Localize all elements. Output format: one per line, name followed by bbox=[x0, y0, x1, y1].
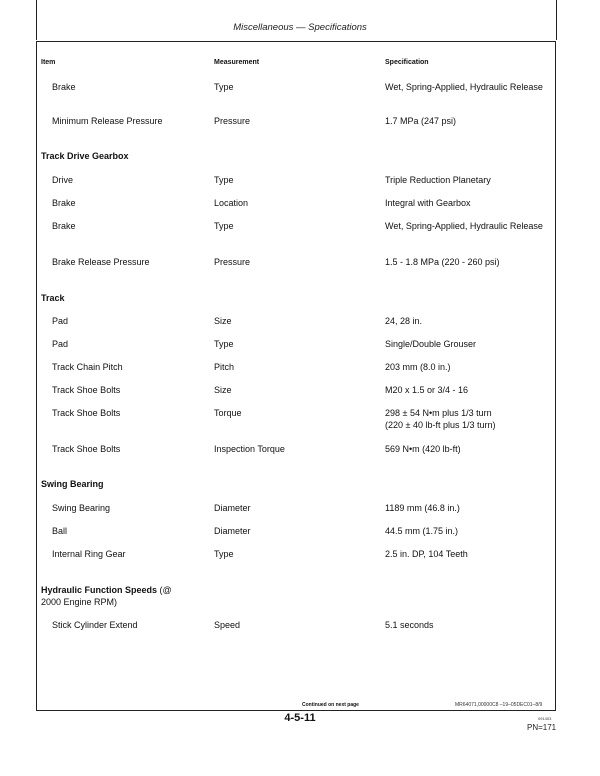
section-heading: Swing Bearing bbox=[41, 479, 104, 489]
spec-table-frame bbox=[36, 41, 556, 711]
row-measurement: Type bbox=[214, 82, 234, 92]
continued-note: Continued on next page bbox=[302, 702, 359, 708]
row-item: Brake Release Pressure bbox=[52, 257, 150, 267]
row-spec bbox=[385, 407, 545, 431]
row-spec: 1.5 - 1.8 MPa (220 - 260 psi) bbox=[385, 257, 500, 267]
row-spec: 2.5 in. DP, 104 Teeth bbox=[385, 549, 468, 559]
row-measurement: Type bbox=[214, 339, 234, 349]
row-item: Internal Ring Gear bbox=[52, 549, 126, 559]
row-spec: 1189 mm (46.8 in.) bbox=[385, 503, 460, 513]
row-item: Track Chain Pitch bbox=[52, 362, 123, 372]
row-measurement: Diameter bbox=[214, 526, 251, 536]
row-measurement: Torque bbox=[214, 408, 242, 418]
row-spec: 569 N•m (420 lb-ft) bbox=[385, 444, 461, 454]
row-measurement: Location bbox=[214, 198, 249, 208]
section-heading-suffix: (@ bbox=[157, 585, 172, 595]
row-spec: Integral with Gearbox bbox=[385, 198, 471, 208]
row-spec: Wet, Spring-Applied, Hydraulic Release bbox=[385, 82, 543, 92]
row-measurement: Diameter bbox=[214, 503, 251, 513]
section-heading-bold: Hydraulic Function Speeds bbox=[41, 585, 158, 595]
small-code: 091403 bbox=[538, 716, 552, 721]
column-header-measurement: Measurement bbox=[214, 59, 260, 66]
row-measurement: Type bbox=[214, 175, 234, 185]
row-item: Brake bbox=[52, 221, 76, 231]
section-heading: Track Drive Gearbox bbox=[41, 151, 129, 161]
right-margin-line bbox=[556, 0, 557, 40]
row-item: Swing Bearing bbox=[52, 503, 111, 513]
row-spec: M20 x 1.5 or 3/4 - 16 bbox=[385, 385, 469, 395]
page-number: 4-5-11 bbox=[284, 712, 316, 724]
row-measurement: Type bbox=[214, 549, 234, 559]
row-measurement: Pressure bbox=[214, 257, 251, 267]
pn-number: PN=171 bbox=[527, 723, 557, 732]
row-item: Brake bbox=[52, 82, 76, 92]
row-measurement: Size bbox=[214, 385, 232, 395]
row-spec: Single/Double Grouser bbox=[385, 339, 477, 349]
row-spec: 24, 28 in. bbox=[385, 316, 423, 326]
row-measurement: Pressure bbox=[214, 116, 251, 126]
row-spec: 5.1 seconds bbox=[385, 620, 434, 630]
row-measurement: Type bbox=[214, 221, 234, 231]
left-margin-line bbox=[36, 0, 37, 40]
row-spec: 44.5 mm (1.75 in.) bbox=[385, 526, 459, 536]
column-header-item: Item bbox=[41, 59, 56, 66]
page-header-title: Miscellaneous — Specifications bbox=[233, 22, 367, 33]
column-header-specification: Specification bbox=[385, 59, 429, 66]
row-measurement: Size bbox=[214, 316, 232, 326]
row-item: Stick Cylinder Extend bbox=[52, 620, 138, 630]
row-spec-line1: 298 ± 54 N•m plus 1/3 turn bbox=[385, 408, 492, 418]
row-item: Drive bbox=[52, 175, 74, 185]
row-measurement: Inspection Torque bbox=[214, 444, 285, 454]
row-spec: Wet, Spring-Applied, Hydraulic Release bbox=[385, 221, 543, 231]
row-item: Ball bbox=[52, 526, 68, 536]
section-heading-hydraulic bbox=[41, 584, 221, 608]
document-code: MR64071,00000C8 –19–05DEC01–8/9 bbox=[455, 702, 543, 708]
row-spec-line2: (220 ± 40 lb-ft plus 1/3 turn) bbox=[385, 420, 496, 430]
row-item: Track Shoe Bolts bbox=[52, 444, 121, 454]
row-measurement: Pitch bbox=[214, 362, 235, 372]
row-item: Pad bbox=[52, 339, 69, 349]
row-spec: 1.7 MPa (247 psi) bbox=[385, 116, 457, 126]
row-spec: Triple Reduction Planetary bbox=[385, 175, 491, 185]
row-item: Minimum Release Pressure bbox=[52, 116, 163, 126]
row-item: Pad bbox=[52, 316, 69, 326]
section-heading: Track bbox=[41, 293, 65, 303]
row-measurement: Speed bbox=[214, 620, 241, 630]
section-heading-line2: 2000 Engine RPM) bbox=[41, 597, 118, 607]
row-item: Track Shoe Bolts bbox=[52, 408, 121, 418]
row-spec: 203 mm (8.0 in.) bbox=[385, 362, 451, 372]
row-item: Track Shoe Bolts bbox=[52, 385, 121, 395]
row-item: Brake bbox=[52, 198, 76, 208]
